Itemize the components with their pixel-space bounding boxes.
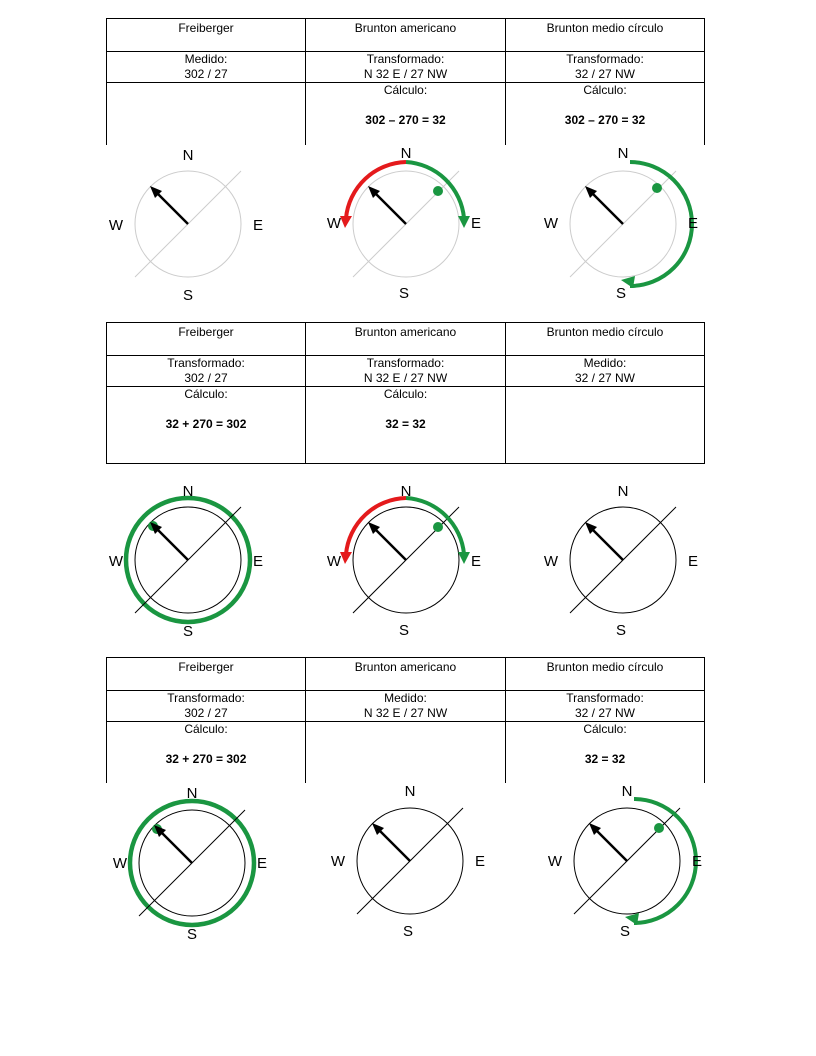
label-e: E (252, 217, 264, 234)
dip-arrow (594, 828, 627, 861)
label-s: S (619, 923, 631, 940)
compass-brunton-medio-2 (535, 476, 715, 646)
green-dot (654, 823, 664, 833)
cell-brunton-americano-calc: Cálculo: 32 = 32 (306, 387, 506, 464)
cell-freiberger-measure: Medido: 302 / 27 (107, 52, 306, 83)
cell-brunton-americano-measure: Transformado: N 32 E / 27 NW (306, 52, 506, 83)
dip-arrow (377, 828, 410, 861)
cell-brunton-americano-calc (306, 722, 506, 784)
label-e: E (470, 215, 482, 232)
label-n: N (182, 483, 194, 500)
dip-arrow (155, 527, 188, 560)
label-e: E (687, 215, 699, 232)
header-brunton-americano: Brunton americano (306, 19, 506, 52)
green-dot (652, 183, 662, 193)
compass-brunton-americano-1 (318, 140, 498, 310)
red-arrowhead (340, 552, 352, 564)
green-arrowhead (458, 552, 470, 564)
label-s: S (615, 285, 627, 302)
cell-brunton-medio-calc (506, 387, 705, 464)
cell-brunton-medio-measure: Medido: 32 / 27 NW (506, 356, 705, 387)
red-arrowhead (340, 216, 352, 228)
compass-freiberger-2 (100, 476, 280, 646)
green-arc (630, 162, 692, 286)
cell-brunton-americano-measure: Transformado: N 32 E / 27 NW (306, 356, 506, 387)
label-s: S (182, 623, 194, 640)
label-e: E (256, 855, 268, 872)
label-w: W (108, 553, 124, 570)
label-e: E (691, 853, 703, 870)
cell-freiberger-calc: Cálculo: 32 + 270 = 302 (107, 722, 306, 784)
compass-brunton-americano-3 (322, 777, 502, 947)
label-s: S (182, 287, 194, 304)
label-w: W (326, 553, 342, 570)
label-w: W (326, 215, 342, 232)
cell-freiberger-calc (107, 83, 306, 146)
cell-brunton-medio-calc: Cálculo: 32 = 32 (506, 722, 705, 784)
green-dot (433, 186, 443, 196)
compass-brunton-americano-2 (318, 476, 498, 646)
cell-freiberger-measure: Transformado: 302 / 27 (107, 356, 306, 387)
label-n: N (404, 783, 416, 800)
compass-freiberger-1 (100, 140, 280, 310)
table-3 (106, 657, 705, 783)
label-w: W (543, 553, 559, 570)
dip-arrow (590, 527, 623, 560)
cell-freiberger-measure: Transformado: 302 / 27 (107, 691, 306, 722)
label-w: W (543, 215, 559, 232)
header-brunton-medio-circulo: Brunton medio círculo (506, 19, 705, 52)
label-e: E (252, 553, 264, 570)
label-s: S (615, 622, 627, 639)
cell-brunton-medio-calc: Cálculo: 302 – 270 = 32 (506, 83, 705, 146)
label-n: N (617, 145, 629, 162)
label-w: W (547, 853, 563, 870)
green-arrowhead (458, 216, 470, 228)
header-brunton-americano: Brunton americano (306, 323, 506, 356)
label-n: N (182, 147, 194, 164)
label-s: S (402, 923, 414, 940)
cell-brunton-americano-measure: Medido: N 32 E / 27 NW (306, 691, 506, 722)
header-brunton-medio-circulo: Brunton medio círculo (506, 658, 705, 691)
header-freiberger: Freiberger (107, 19, 306, 52)
table-1 (106, 18, 705, 145)
dip-arrow (590, 191, 623, 224)
green-dot (433, 522, 443, 532)
label-s: S (398, 285, 410, 302)
cell-brunton-medio-measure: Transformado: 32 / 27 NW (506, 52, 705, 83)
header-freiberger: Freiberger (107, 323, 306, 356)
dip-arrow (155, 191, 188, 224)
label-n: N (621, 783, 633, 800)
table-2 (106, 322, 705, 464)
label-s: S (186, 926, 198, 943)
compass-brunton-medio-3 (539, 777, 719, 947)
label-n: N (186, 785, 198, 802)
label-s: S (398, 622, 410, 639)
label-e: E (474, 853, 486, 870)
label-n: N (400, 145, 412, 162)
label-e: E (687, 553, 699, 570)
compass-brunton-medio-1 (535, 140, 715, 310)
dip-arrow (159, 830, 192, 863)
header-brunton-americano: Brunton americano (306, 658, 506, 691)
cell-brunton-americano-calc: Cálculo: 302 – 270 = 32 (306, 83, 506, 146)
label-w: W (108, 217, 124, 234)
cell-freiberger-calc: Cálculo: 32 + 270 = 302 (107, 387, 306, 464)
green-arc (634, 799, 696, 923)
label-w: W (112, 855, 128, 872)
header-brunton-medio-circulo: Brunton medio círculo (506, 323, 705, 356)
header-freiberger: Freiberger (107, 658, 306, 691)
dip-arrow (373, 527, 406, 560)
compass-freiberger-3 (104, 779, 284, 949)
label-w: W (330, 853, 346, 870)
label-n: N (400, 483, 412, 500)
cell-brunton-medio-measure: Transformado: 32 / 27 NW (506, 691, 705, 722)
dip-arrow (373, 191, 406, 224)
label-e: E (470, 553, 482, 570)
label-n: N (617, 483, 629, 500)
